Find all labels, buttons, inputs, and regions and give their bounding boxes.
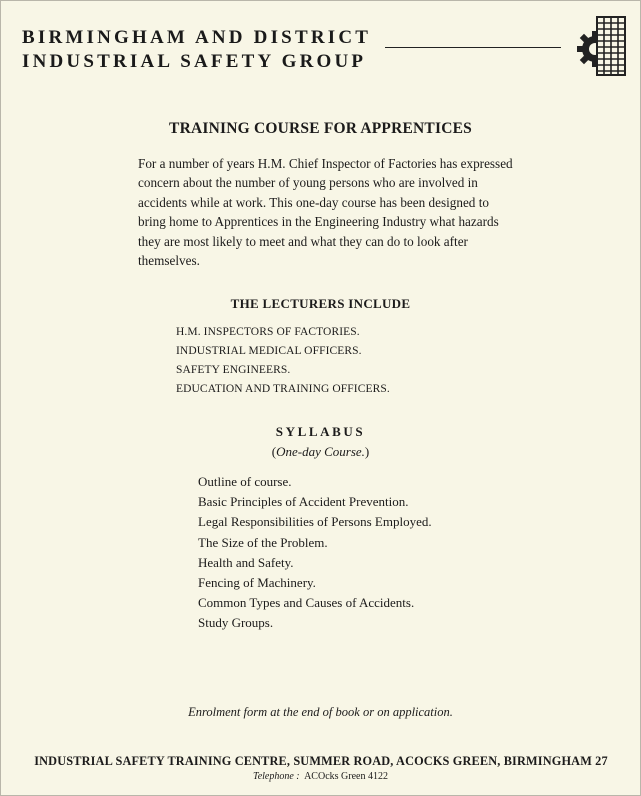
enrolment-note: Enrolment form at the end of book or on application. [188,705,453,719]
syllabus-subtitle-open: ( [271,444,277,459]
lecturer-item: SAFETY ENGINEERS. [176,364,291,376]
syllabus-item: Fencing of Machinery. [198,575,316,591]
telephone-number: ACOcks Green 4122 [304,771,388,782]
syllabus-item: Basic Principles of Accident Prevention. [198,494,409,510]
syllabus-item: The Size of the Problem. [198,534,328,550]
lecturers-heading: THE LECTURERS INCLUDE [230,296,411,311]
syllabus-heading: SYLLABUS [275,424,366,439]
header-rule [385,47,561,48]
footer-address: INDUSTRIAL SAFETY TRAINING CENTRE, SUMMER ROAD, ACOCKS GREEN, BIRMINGHAM 27 [34,754,608,768]
lecturer-item: H.M. INSPECTORS OF FACTORIES. [176,326,360,338]
course-title: TRAINING COURSE FOR APPRENTICES [169,120,472,137]
lecturer-item: EDUCATION AND TRAINING OFFICERS. [176,383,390,395]
lecturer-item: INDUSTRIAL MEDICAL OFFICERS. [176,345,362,357]
syllabus-item: Common Types and Causes of Accidents. [198,595,415,611]
syllabus-item: Legal Responsibilities of Persons Employed. [198,514,432,530]
syllabus-item: Study Groups. [198,615,274,631]
org-name-line-1: BIRMINGHAM AND DISTRICT [22,27,372,48]
intro-line: For a number of years H.M. Chief Inspector of Factories has expressed [138,156,513,171]
intro-line: concern about the number of young persons who are involved in [138,175,478,191]
syllabus-subtitle [1,444,640,460]
org-name-line-2: INDUSTRIAL SAFETY GROUP [22,51,367,72]
intro-line: accidents while at work. This one-day course has been designed to [138,194,489,210]
intro-line: bring home to Apprentices in the Engineering Industry what hazards [138,214,499,230]
gear-with-grid-logo-icon [575,13,629,79]
telephone-label: Telephone : [253,771,300,782]
syllabus-subtitle-text: One-day Course. [276,444,365,459]
intro-line: they are most likely to meet and what they can do to look after [138,233,468,249]
syllabus-item: Health and Safety. [198,554,294,570]
syllabus-list [198,472,432,634]
footer-telephone [1,771,640,782]
lecturers-list [176,323,390,399]
syllabus-item: Outline of course. [198,474,292,489]
syllabus-subtitle-close: ) [364,444,370,459]
intro-paragraph [138,154,513,270]
intro-line: themselves. [138,253,200,269]
